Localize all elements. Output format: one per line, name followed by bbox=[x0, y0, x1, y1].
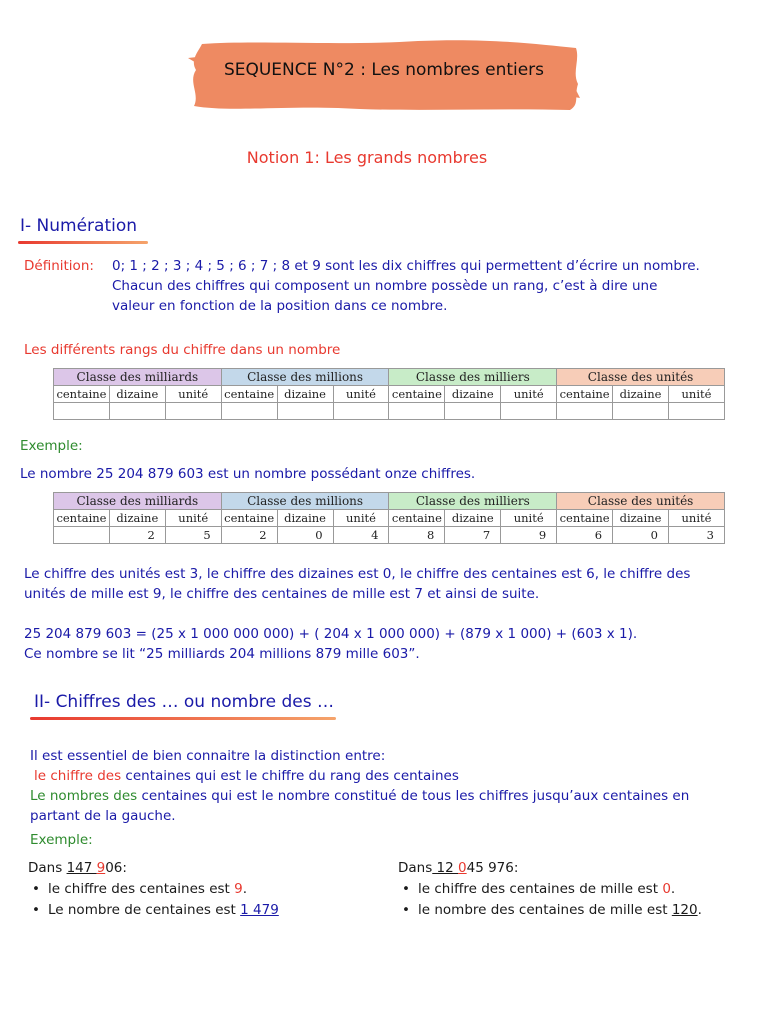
digit-cell: 3 bbox=[668, 527, 724, 544]
column-header: unité bbox=[165, 510, 221, 527]
empty-cell bbox=[613, 403, 669, 420]
list-item bbox=[418, 900, 758, 921]
example-right bbox=[398, 858, 758, 921]
digit-cell bbox=[54, 527, 110, 544]
class-millions: Classe des millions bbox=[221, 369, 389, 386]
empty-cell bbox=[501, 403, 557, 420]
example-left-list bbox=[28, 879, 378, 921]
column-header: dizaine bbox=[613, 386, 669, 403]
explanation-line: Le chiffre des unités est 3, le chiffre des dizaines est 0, le chiffre des centaines est 6, le chiffre des bbox=[24, 566, 691, 582]
class-billions: Classe des milliards bbox=[54, 493, 222, 510]
bullet-text: le chiffre des centaines de mille est bbox=[418, 881, 663, 897]
number-part: 06: bbox=[105, 860, 127, 876]
ranks-title: Les différents rangs du chiffre dans un nombre bbox=[24, 342, 341, 358]
column-header: unité bbox=[501, 386, 557, 403]
section1-underline bbox=[18, 241, 148, 244]
explanation-line: unités de mille est 9, le chiffre des centaines de mille est 7 et ainsi de suite. bbox=[24, 586, 540, 602]
example-label-1: Exemple: bbox=[20, 438, 83, 454]
column-header: centaine bbox=[557, 510, 613, 527]
section2-underline bbox=[30, 717, 336, 720]
decomposition: 25 204 879 603 = (25 x 1 000 000 000) + ( 204 x 1 000 000) + (879 x 1 000) + (603 x 1). bbox=[24, 626, 638, 642]
column-header: dizaine bbox=[445, 386, 501, 403]
number-highlight: 9 bbox=[96, 860, 106, 876]
column-header: unité bbox=[333, 386, 389, 403]
column-header: centaine bbox=[221, 510, 277, 527]
chiffre-des-rest: centaines qui est le chiffre du rang des centaines bbox=[121, 768, 459, 784]
digit-cell: 9 bbox=[501, 527, 557, 544]
definition-line: Chacun des chiffres qui composent un nombre possède un rang, c’est à dire une bbox=[112, 278, 658, 294]
dans-label: Dans bbox=[28, 860, 67, 876]
empty-cell bbox=[221, 403, 277, 420]
column-header: dizaine bbox=[109, 510, 165, 527]
number-part: 45 976: bbox=[466, 860, 519, 876]
column-header: unité bbox=[333, 510, 389, 527]
bullet-text: Le nombre de centaines est bbox=[48, 902, 241, 918]
definition-line: valeur en fonction de la position dans ce nombre. bbox=[112, 298, 448, 314]
reading: Ce nombre se lit “25 milliards 204 millions 879 mille 603”. bbox=[24, 646, 420, 662]
number-part: 12 bbox=[432, 860, 459, 876]
column-header: dizaine bbox=[109, 386, 165, 403]
chiffre-des-label: le chiffre des bbox=[34, 768, 122, 784]
bullet-end: . bbox=[242, 881, 248, 897]
column-header: unité bbox=[668, 386, 724, 403]
bullet-value: 9 bbox=[234, 881, 243, 897]
digit-cell: 2 bbox=[221, 527, 277, 544]
column-header: dizaine bbox=[277, 510, 333, 527]
digit-cell: 2 bbox=[109, 527, 165, 544]
number-part: 147 bbox=[66, 860, 97, 876]
explanation-text bbox=[24, 564, 764, 604]
digit-cell: 7 bbox=[445, 527, 501, 544]
distinction-line-nombre-cont: partant de la gauche. bbox=[30, 808, 176, 824]
example-left-heading bbox=[28, 858, 378, 878]
example-right-heading bbox=[398, 858, 758, 878]
column-header: centaine bbox=[54, 386, 110, 403]
digit-cell: 0 bbox=[277, 527, 333, 544]
class-thousands: Classe des milliers bbox=[389, 493, 557, 510]
distinction-line-chiffre bbox=[30, 766, 764, 786]
empty-cell bbox=[668, 403, 724, 420]
column-header: centaine bbox=[389, 510, 445, 527]
distinction-block bbox=[30, 746, 764, 826]
bullet-text: le chiffre des centaines est bbox=[48, 881, 235, 897]
class-millions: Classe des millions bbox=[221, 493, 389, 510]
decomposition-block bbox=[24, 624, 764, 664]
digit-cell: 0 bbox=[613, 527, 669, 544]
example-label-2: Exemple: bbox=[30, 832, 93, 848]
empty-cell bbox=[277, 403, 333, 420]
number-highlight: 0 bbox=[458, 860, 467, 876]
example-table bbox=[53, 492, 725, 544]
class-units: Classe des unités bbox=[557, 493, 725, 510]
digit-cell: 8 bbox=[389, 527, 445, 544]
class-units: Classe des unités bbox=[557, 369, 725, 386]
column-header: centaine bbox=[557, 386, 613, 403]
empty-cell bbox=[333, 403, 389, 420]
column-header: dizaine bbox=[613, 510, 669, 527]
list-item bbox=[418, 879, 758, 900]
bullet-end: . bbox=[697, 902, 702, 918]
column-header: unité bbox=[165, 386, 221, 403]
ranks-table bbox=[53, 368, 725, 420]
empty-cell bbox=[165, 403, 221, 420]
bullet-end: . bbox=[670, 881, 676, 897]
empty-cell bbox=[109, 403, 165, 420]
digit-cell: 5 bbox=[165, 527, 221, 544]
example-left bbox=[28, 858, 378, 921]
empty-cell bbox=[557, 403, 613, 420]
nombres-des-label: Le nombres des bbox=[30, 788, 138, 804]
column-header: unité bbox=[501, 510, 557, 527]
column-header: centaine bbox=[389, 386, 445, 403]
distinction-line-nombre bbox=[30, 786, 764, 806]
bullet-value: 120 bbox=[671, 902, 698, 918]
bullet-value: 1 479 bbox=[240, 902, 279, 918]
nombres-des-rest: centaines qui est le nombre constitué de tous les chiffres jusqu’aux centaines en bbox=[137, 788, 690, 804]
definition-text bbox=[112, 256, 762, 316]
dans-label: Dans bbox=[398, 860, 433, 876]
empty-cell bbox=[389, 403, 445, 420]
page-title: SEQUENCE N°2 : Les nombres entiers bbox=[223, 60, 545, 80]
digit-cell: 4 bbox=[333, 527, 389, 544]
column-header: dizaine bbox=[445, 510, 501, 527]
example-right-list bbox=[398, 879, 758, 921]
empty-cell bbox=[445, 403, 501, 420]
digit-cell: 6 bbox=[557, 527, 613, 544]
definition-line: 0; 1 ; 2 ; 3 ; 4 ; 5 ; 6 ; 7 ; 8 et 9 sont les dix chiffres qui permettent d’écrire un nombre. bbox=[112, 258, 700, 274]
column-header: dizaine bbox=[277, 386, 333, 403]
class-thousands: Classe des milliers bbox=[389, 369, 557, 386]
definition-label: Définition: bbox=[24, 258, 94, 274]
example-sentence: Le nombre 25 204 879 603 est un nombre possédant onze chiffres. bbox=[20, 466, 476, 482]
bullet-text: le nombre des centaines de mille est bbox=[418, 902, 672, 918]
column-header: unité bbox=[668, 510, 724, 527]
list-item bbox=[48, 900, 378, 921]
distinction-intro: Il est essentiel de bien connaitre la distinction entre: bbox=[30, 748, 386, 764]
column-header: centaine bbox=[221, 386, 277, 403]
title-banner bbox=[188, 38, 580, 112]
column-header: centaine bbox=[54, 510, 110, 527]
empty-cell bbox=[54, 403, 110, 420]
notion-title: Notion 1: Les grands nombres bbox=[246, 148, 488, 167]
class-billions: Classe des milliards bbox=[54, 369, 222, 386]
section1-title: I- Numération bbox=[20, 216, 138, 236]
list-item bbox=[48, 879, 378, 900]
bullet-value: 0 bbox=[662, 881, 671, 897]
section2-title: II- Chiffres des … ou nombre des … bbox=[34, 692, 334, 712]
